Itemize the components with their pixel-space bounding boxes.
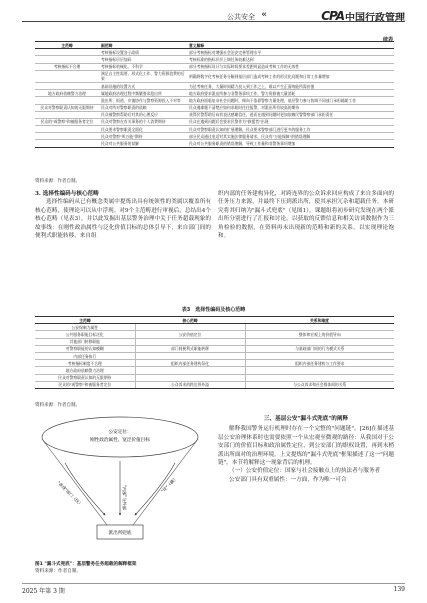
table-top-body bbox=[35, 49, 394, 147]
table-cell-sub: 民众对警察在有关事务的个人消费期待 bbox=[99, 118, 187, 125]
table-cell-desc: 考核标准的指标层层上调任务较难达到 bbox=[187, 56, 394, 63]
table-row bbox=[35, 331, 394, 338]
paragraph: 织内部的任务建构异化，对跨连界的公众诉求回应构成了来自多面向的任务压力来源，并最终下压到派出所，使其承担冗杂和超载任务。本研究将其归纳为"漏斗式兜底"（见图1）。课题组将初步研究发现在两个派出所分别进行了汇报和讨论，以获取的反馈信息和相关访谈数据作为三角检验的数据，在资料再未出现新的范畴和新的关系，以实现理论饱和。 bbox=[218, 191, 394, 240]
table-cell-sub: 基础设施的设置方式 bbox=[99, 82, 187, 89]
table-row bbox=[35, 367, 394, 374]
top-layer-line2: 刚性政治属性、宽泛价值目标 bbox=[90, 438, 150, 443]
table-header-row bbox=[35, 317, 394, 324]
table-cell-sub: 满足自主性需要、形式化工作、警力资源浪费的后果 bbox=[99, 70, 187, 82]
table-cell-main: 公安保制力属性 bbox=[35, 324, 135, 331]
right-column bbox=[218, 190, 394, 240]
table-row bbox=[35, 90, 394, 97]
table-cell-main bbox=[35, 140, 99, 147]
header-rule bbox=[22, 21, 405, 22]
col-header-main: 主范畴 bbox=[35, 42, 99, 49]
right-arrow-label: "块"（横） bbox=[160, 475, 179, 494]
section-heading: 3. 选择性编码与核心范畴 bbox=[35, 191, 99, 197]
table-cell-main: 考核指标不合理 bbox=[35, 63, 99, 70]
figure-title: 图1 "漏斗式兜底"：基层警务任务超载的解释框架 bbox=[35, 562, 137, 567]
table-cell-main bbox=[35, 70, 99, 82]
table-cell-rel bbox=[245, 352, 394, 359]
table-row bbox=[35, 63, 394, 70]
section-title: 公共安全 bbox=[227, 13, 255, 21]
col-header-core: 核心范畴 bbox=[135, 317, 245, 324]
table-row bbox=[35, 82, 394, 89]
table-cell-sub: 考核指标设置各子政绩 bbox=[99, 49, 187, 56]
table-cell-core: 公众诉求的跨边界外溢 bbox=[135, 381, 245, 388]
table-row bbox=[35, 381, 394, 388]
table-cell-main bbox=[35, 126, 99, 133]
section-heading: 三、基层公安"漏斗式兜底"的阐释 bbox=[263, 416, 349, 422]
table-cell-rel: 整体和宏观上的价值导向 bbox=[245, 331, 394, 338]
table3-caption: 表3 选择性编码及核心范畴 bbox=[181, 307, 246, 313]
top-ellipse bbox=[42, 417, 198, 457]
paragraph: 选择性编码从已有概念类属中提炼出具有统领性的类属以覆盖所有核心范畴，使理论可以从中浮现。对9个主范畴进行审视后，总结出4个核心范畴（见表3），并以此发掘出基层警务治理中关于任务超载现象的故事线：在刚性政治属性与泛化价值目标的总体引导下，来自部门间的便利式职能转移，来自组 bbox=[35, 199, 211, 240]
paragraph: 解释我国警务运行机理时存在一个完整的"问题链"。[26]在描述基层公安治理体系时也需要依照一个从宏观至微观的路径：从我国对于公安部门的价值目标和政治属性定位，到公安部门的职权设置，再到末梢派出所面对的治理环境。上文提炼的"漏斗式兜底"框架描述了这一"问题链"，本节将解释这一现象背后的机理。 bbox=[218, 426, 394, 467]
table-row bbox=[35, 49, 394, 56]
table-row bbox=[35, 324, 394, 331]
table-cell-desc: 民众对警察职责认知的扩展理解，民众要求警察部门进行更多的服务工作 bbox=[187, 126, 394, 133]
table-cell-main: 民众对警察职责认知的无限期待 bbox=[35, 104, 99, 111]
table-cell-desc: 民众对公共服务职责的错误理解，导致工作量和非警务事项增加 bbox=[187, 140, 394, 147]
table-cell-main bbox=[35, 97, 99, 104]
table-cell-main bbox=[35, 111, 99, 118]
col-header-desc: 意义解释 bbox=[187, 42, 394, 49]
double-chevron-icon: « bbox=[261, 10, 267, 20]
table-cell-desc: 部分民众通过电话对其实施法律服务请求，民众有"万能保障"的错误理解 bbox=[187, 133, 394, 140]
table-top bbox=[35, 41, 394, 148]
table-cell-desc: 部分考核指标对增强社会治安完善管理水平 bbox=[187, 49, 394, 56]
logo-text: 中国行政管理 bbox=[345, 12, 405, 24]
subheading: （一）公安价值定位：国家与社会接触点上的执法者与服务者 bbox=[229, 468, 381, 475]
table-cell-main: 民众的"或警察"和被服务者定位 bbox=[35, 118, 99, 125]
table-cell-rel: 与基础部门间的行为模式关系 bbox=[245, 345, 394, 352]
table-row bbox=[35, 56, 394, 63]
table-cell-core: 组织内部任务建构异化 bbox=[135, 360, 245, 367]
col-header-rel: 关系和维度 bbox=[245, 317, 394, 324]
table-cell-core: 部门间便利式职能转移 bbox=[135, 345, 245, 352]
table-cell-main: 其他部门转移职能 bbox=[35, 338, 135, 345]
figure-caption bbox=[35, 562, 205, 575]
table-header-row bbox=[35, 42, 394, 49]
table-cell-sub: 派出所、街道、乡镇协作与警察资源投入不对等 bbox=[99, 97, 187, 104]
table-cell-main: 地方政府依赖警力治理 bbox=[35, 367, 135, 374]
table-cell-rel: 与公众诉求和社会群体间的关系 bbox=[245, 381, 394, 388]
table-cell-main bbox=[35, 56, 99, 63]
table-cell-core bbox=[135, 338, 245, 345]
table-cell-sub: 考核指标层层加码 bbox=[99, 56, 187, 63]
table-cell-sub: 民众被警察帮助后对其的心理反应 bbox=[99, 111, 187, 118]
table-row bbox=[35, 345, 394, 352]
table-3 bbox=[35, 316, 394, 389]
right-bottom-column bbox=[218, 415, 394, 484]
table-cell-desc: 明确将数字化考核任务分解到基层部门造成考核工作的形式化问题和日常工作量增加 bbox=[187, 70, 394, 82]
table-cell-sub: 民众要求警察职责全面化 bbox=[99, 126, 187, 133]
table-row bbox=[35, 133, 394, 140]
table-cell-sub: 属地政府治理过程中频繁要求派出所 bbox=[99, 90, 187, 97]
table-row bbox=[35, 97, 394, 104]
table-cell-main: 公共服务职能目标泛化 bbox=[35, 331, 135, 338]
middle-arrow-label: "内部"与外部 bbox=[122, 485, 127, 510]
left-arrow-label: "条线"部门（纵） bbox=[56, 480, 84, 508]
table-3-body bbox=[35, 324, 394, 389]
top-layer-line1: 公安定位： bbox=[108, 430, 132, 435]
table-cell-core bbox=[135, 324, 245, 331]
page-number: 139 bbox=[393, 586, 405, 593]
table-top-source: 资料来源：作者自制。 bbox=[35, 179, 80, 184]
table-continued-label: 续表 bbox=[382, 37, 393, 43]
table-cell-sub: 考核指标机械化、不科学 bbox=[99, 63, 187, 70]
table-cell-core bbox=[135, 352, 245, 359]
table-row bbox=[35, 360, 394, 367]
table-cell-desc: 为达考核任务，大量时间精力投入到工作之上，难以产生正面效能所需价值 bbox=[187, 82, 394, 89]
left-column bbox=[35, 190, 211, 240]
table-cell-core: 公安价值定位 bbox=[135, 331, 245, 338]
table-row bbox=[35, 104, 394, 111]
logo-mark: CPA bbox=[321, 9, 344, 23]
table-cell-main bbox=[35, 82, 99, 89]
table-cell-main: 地方政府依赖警力治理 bbox=[35, 90, 99, 97]
right-arrow bbox=[135, 463, 175, 515]
table-cell-desc: 地方政府面临复杂社会问题时，倾向于依靠警察力量处理，基层警力参与协调不同部门承担辅助工作 bbox=[187, 97, 394, 104]
funnel-diagram bbox=[35, 415, 205, 557]
table-cell-desc: 获得民警帮助后向其表达感谢信任，进而在遇到问题时更加依赖民警警察部门承担责任 bbox=[187, 111, 394, 118]
col-header-main: 主范畴 bbox=[35, 317, 135, 324]
figure-source: 资料来源：作者自制。 bbox=[35, 568, 81, 574]
footer-rule bbox=[22, 583, 405, 584]
table-cell-rel: 组织内部任务建构与工作要求 bbox=[245, 360, 394, 367]
table-cell-sub: 民众对公共服务的误解 bbox=[99, 140, 187, 147]
table-cell-main bbox=[35, 133, 99, 140]
table-cell-rel bbox=[245, 374, 394, 381]
table3-source: 资料来源：作者自制。 bbox=[35, 403, 80, 408]
issue-label: 2025 年第 3 期 bbox=[22, 588, 65, 595]
table-cell-main: 考核指标制度不合理 bbox=[35, 360, 135, 367]
table-row bbox=[35, 352, 394, 359]
table-cell-main: 民众对警察职责认知的无限期待 bbox=[35, 374, 135, 381]
table-row bbox=[35, 70, 394, 82]
figure-1 bbox=[35, 415, 205, 557]
paragraph: 公安部门具有双重属性：一方面，作为唯一可合 bbox=[229, 476, 347, 483]
bottom-label: 派出所兜底 bbox=[108, 531, 132, 536]
table-cell-main: 对警察职能的认知模糊 bbox=[35, 345, 135, 352]
table-cell-main bbox=[35, 49, 99, 56]
table-cell-core bbox=[135, 367, 245, 374]
table-cell-main: 民众的"或警察"和被服务者定位 bbox=[35, 381, 135, 388]
table-cell-sub: 民众对所对警察职责的依赖 bbox=[99, 104, 187, 111]
table-row bbox=[35, 140, 394, 147]
col-header-sub: 副范畴 bbox=[99, 42, 187, 49]
table-cell-sub: 民众对警察"叫万能"期待 bbox=[99, 133, 187, 140]
table-cell-main: 内部任务执行 bbox=[35, 352, 135, 359]
table-cell-desc: 地方政府要求派出所参与非警务事项工作，警力资源被大量消耗 bbox=[187, 90, 394, 97]
table-cell-desc: 民众遇难题不清楚应如何求助时往往报警，对派出所有较高的期待 bbox=[187, 104, 394, 111]
table-cell-rel bbox=[245, 324, 394, 331]
table-cell-rel bbox=[245, 367, 394, 374]
table-row bbox=[35, 126, 394, 133]
table-row bbox=[35, 118, 394, 125]
table-cell-rel bbox=[245, 338, 394, 345]
table-cell-core bbox=[135, 374, 245, 381]
table-row bbox=[35, 374, 394, 381]
table-cell-desc: 部分考核指标设计与实际时间要求差距明显造成考核工作的无效性 bbox=[187, 63, 394, 70]
left-arrow bbox=[65, 463, 105, 515]
table-row bbox=[35, 111, 394, 118]
table-cell-desc: 民众在遇到问题后会要求民警作为"救援者"出现 bbox=[187, 118, 394, 125]
table-row bbox=[35, 338, 394, 345]
